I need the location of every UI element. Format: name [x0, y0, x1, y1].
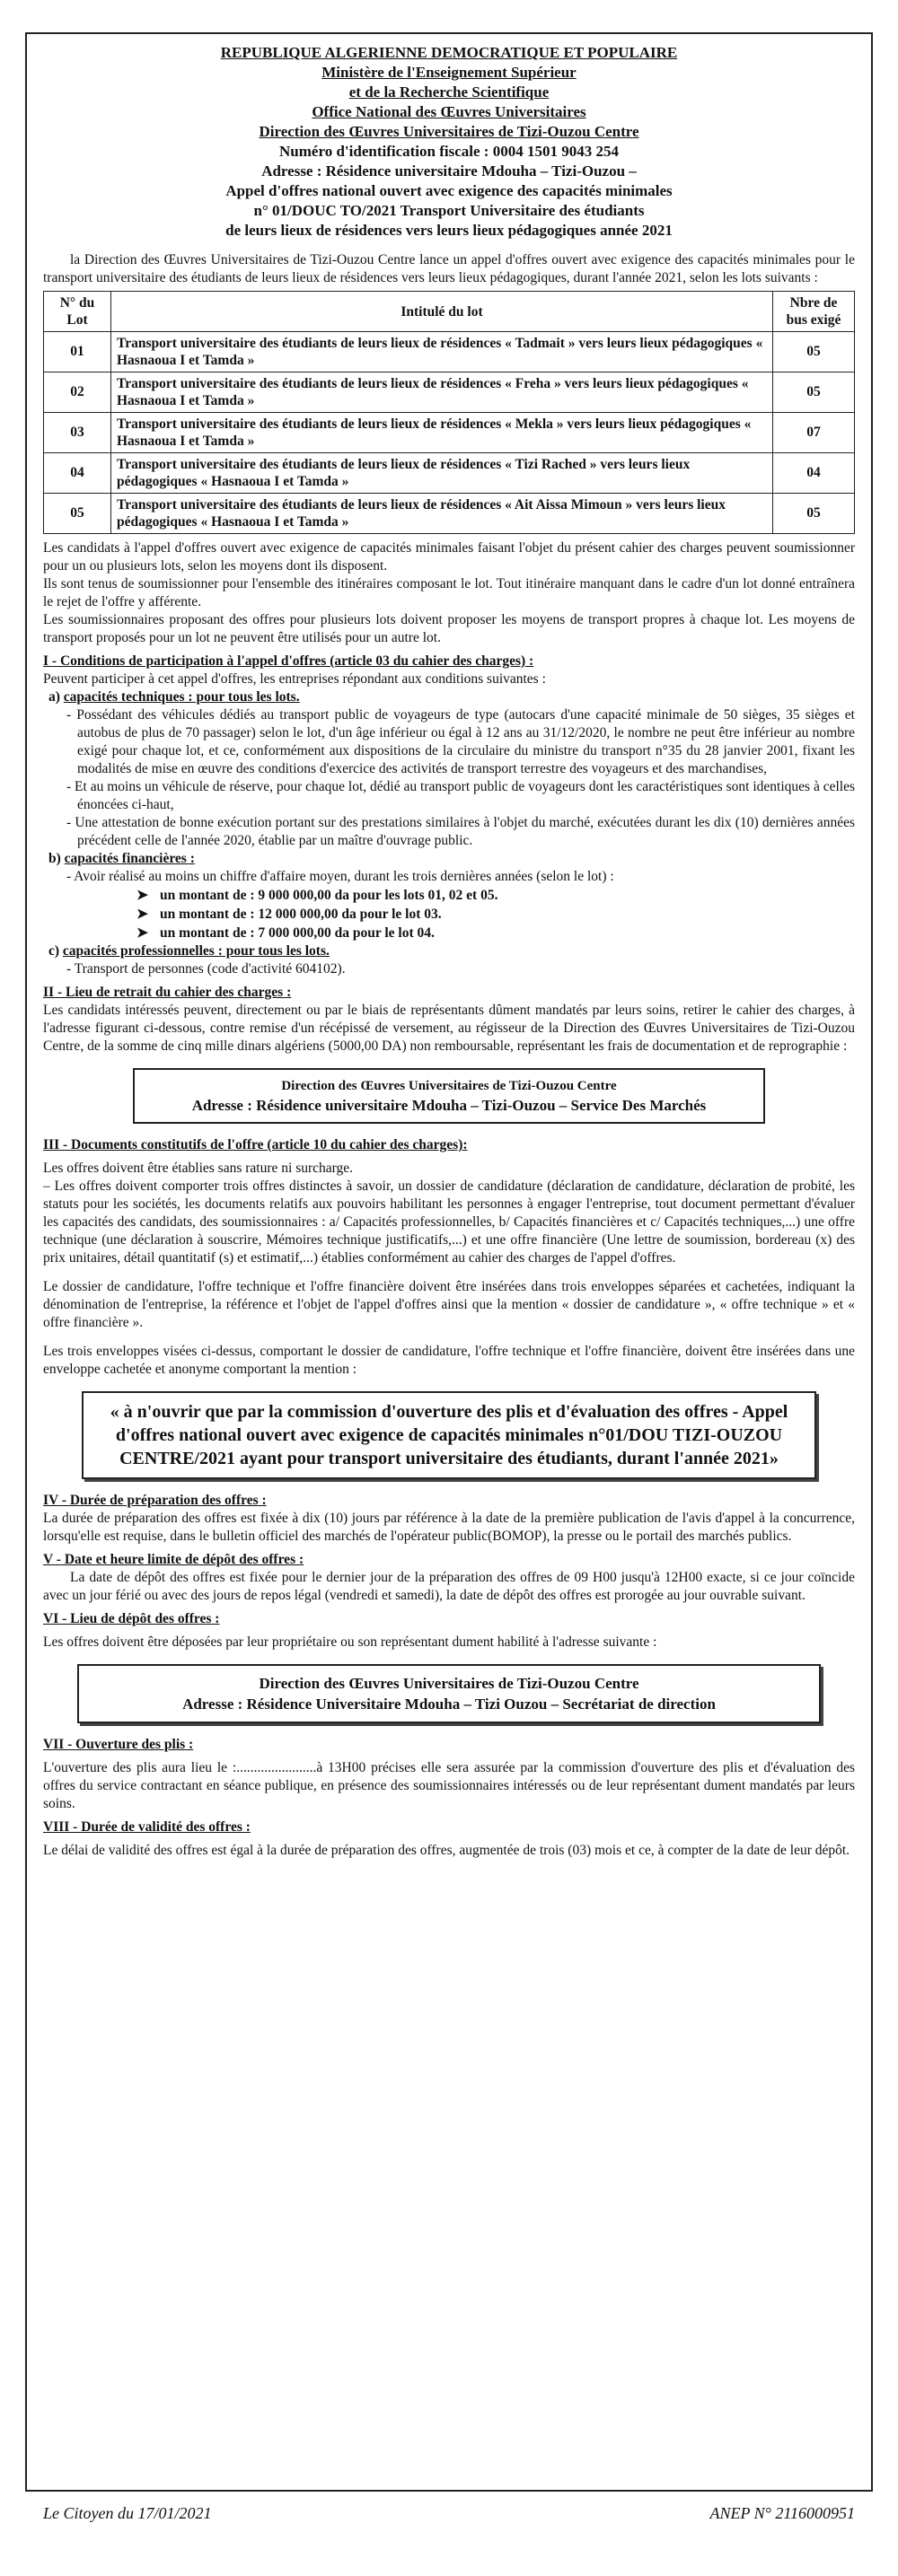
newspaper-ref: Le Citoyen du 17/01/2021: [43, 2504, 212, 2522]
section-3-p1: Les offres doivent être établies sans rature ni surcharge.: [43, 1161, 354, 1176]
lot-number: 03: [44, 413, 111, 453]
section-3-p3: Le dossier de candidature, l'offre technique et l'offre financière doivent être insérées dans trois enveloppes séparées et cachetées, indiquant la dénomination de l'entreprise, la référence et l'objet de l'appel d'offres ainsi que la mention « dossier de candidature », « offre technique » et « offre financière ».: [43, 1279, 855, 1330]
box-address: Adresse : Résidence Universitaire Mdouha – Tizi Ouzou – Secrétariat de direction: [182, 1695, 716, 1713]
section-4-text: La durée de préparation des offres est fixée à dix (10) jours par référence à la date de la première publication de l'avis d'appel à la concurrence, lorsqu'elle est requise, dans le bulletin officiel des marchés de l'opérateur public(BOMOP), la presse ou le portail des marchés publics.: [43, 1511, 855, 1544]
lot-title: Transport universitaire des étudiants de leurs lieux de résidences « Tadmait » vers leurs lieux pédagogiques « Hasnaoua I et Tamda »: [111, 332, 773, 372]
deposit-address-box: [77, 1664, 821, 1723]
section-5-text: La date de dépôt des offres est fixée pour le dernier jour de la préparation des offres de 09 H00 jusqu'à 12H00 exacte, si ce jour coïncide avec un jour férié ou avec des jours de repos légal (vendredi et samedi), la date de dépôt des offres est prorogée au jour ouvrable suivant.: [43, 1570, 855, 1603]
col-bus: Nbre de bus exigé: [773, 292, 855, 332]
section-3-p4: Les trois enveloppes visées ci-dessus, comportant le dossier de candidature, l'offre technique et l'offre financière, doivent être insérées dans une enveloppe cachetée et anonyme comportant la mention :: [43, 1344, 855, 1377]
list-item: - Une attestation de bonne exécution portant sur des prestations similaires à l'objet du marché, exécutées durant les dix (10) dernières années précédent celle de l'année 2020, établie par un maître d'ouvrage public.: [66, 815, 855, 848]
col-title: Intitulé du lot: [111, 292, 773, 332]
section-6-title: VI - Lieu de dépôt des offres :: [43, 1611, 220, 1626]
subsection-a-title: capacités techniques : pour tous les lots.: [63, 689, 300, 705]
arrow-bullet-icon: ➤: [136, 907, 148, 922]
section-1-title: I - Conditions de participation à l'appel d'offres (article 03 du cahier des charges) :: [43, 653, 534, 669]
lot-title: Transport universitaire des étudiants de leurs lieux de résidences « Freha » vers leurs lieux pédagogiques « Hasnaoua I et Tamda »: [111, 372, 773, 413]
notice-header: [43, 43, 855, 241]
section-7-text: L'ouverture des plis aura lieu le :.......................à 13H00 précises elle sera assurée par la commission d'ouverture des plis et d'évaluation des offres du service contractant en séance publique, en présence des soumissionnaires intéressés ou de leur représentant dument mandatés par leurs soins.: [43, 1760, 855, 1811]
fiscal-id: Numéro d'identification fiscale : 0004 1501 9043 254: [279, 143, 619, 160]
withdrawal-address-box: [133, 1068, 765, 1124]
section-3-title: III - Documents constitutifs de l'offre (article 10 du cahier des charges):: [43, 1137, 468, 1152]
amount-text: un montant de : 12 000 000,00 da pour le lot 03.: [160, 907, 442, 922]
section-8-text: Le délai de validité des offres est égal à la durée de préparation des offres, augmentée de trois (03) mois et ce, à compter de la date de leur dépôt.: [43, 1843, 850, 1858]
ministry-line-2: et de la Recherche Scientifique: [348, 83, 550, 101]
arrow-bullet-icon: ➤: [136, 888, 148, 903]
office-name: Office National des Œuvres Universitaires: [312, 103, 586, 120]
list-item: - Possédant des véhicules dédiés au transport public de voyageurs de type (autocars d'une capacité minimale de 50 sièges, 35 sièges et autobus de plus de 70 passager) selon le lot, d'un âge inférieur ou égal à 12 ans au 31/12/2020, le nombre ne peut être inférieur au nombre exigé pour chaque lot, et ce, conformément aux dispositions de la circulaire du ministre du transport n°35 du 28 janvier 2001, fixant les modalités de mise en œuvre des conditions d'exercice des activités de transport terrestre des voyageurs et des marchandises,: [66, 707, 855, 776]
intro-paragraph: la Direction des Œuvres Universitaires de Tizi-Ouzou Centre lance un appel d'offres ouvert avec exigence des capacités minimales pour le transport universitaire des étudiants de leurs lieux de résidences vers leurs lieux pédagogiques, durant l'année 2021, selon les lots suivants :: [43, 252, 855, 285]
box-direction: Direction des Œuvres Universitaires de Tizi-Ouzou Centre: [259, 1675, 639, 1692]
after-table-paragraph: Ils sont tenus de soumissionner pour l'ensemble des itinéraires composant le lot. Tout itinéraire manquant dans le cadre d'un lot donné entraînera le rejet de l'offre y afférente.: [43, 576, 855, 609]
subsection-a-label: a): [48, 689, 60, 705]
lot-title: Transport universitaire des étudiants de leurs lieux de résidences « Ait Aissa Mimoun » vers leurs lieux pédagogiques « Hasnaoua I et Tamda »: [111, 494, 773, 534]
arrow-bullet-icon: ➤: [136, 925, 148, 941]
list-item: - Avoir réalisé au moins un chiffre d'affaire moyen, durant les trois dernières années (selon le lot) :: [66, 869, 614, 884]
section-5-title: V - Date et heure limite de dépôt des offres :: [43, 1552, 304, 1567]
section-1-intro: Peuvent participer à cet appel d'offres, les entreprises répondant aux conditions suivantes :: [43, 671, 546, 687]
section-7-title: VII - Ouverture des plis :: [43, 1737, 194, 1752]
table-row: [44, 372, 855, 413]
after-table-paragraph: Les soumissionnaires proposant des offres pour plusieurs lots doivent proposer les moyens de transport propres à chaque lot. Les moyens de transport proposés pour un lot ne peuvent être utilisés pour un autre lot.: [43, 612, 855, 645]
lot-title: Transport universitaire des étudiants de leurs lieux de résidences « Tizi Rached » vers leurs lieux pédagogiques « Hasnaoua I et Tamda »: [111, 453, 773, 494]
lot-number: 04: [44, 453, 111, 494]
section-8-title: VIII - Durée de validité des offres :: [43, 1819, 251, 1835]
list-item: - Transport de personnes (code d'activité 604102).: [66, 961, 346, 977]
lot-bus-count: 05: [773, 372, 855, 413]
subsection-c-label: c): [48, 943, 60, 959]
table-row: [44, 494, 855, 534]
after-table-paragraph: Les candidats à l'appel d'offres ouvert avec exigence de capacités minimales faisant l'objet du présent cahier des charges peuvent soumissionner pour un ou plusieurs lots, selon les moyens dont ils disposent.: [43, 540, 855, 574]
section-6-text: Les offres doivent être déposées par leur propriétaire ou son représentant dument habilité à l'adresse suivante :: [43, 1634, 657, 1650]
lot-bus-count: 05: [773, 332, 855, 372]
lot-number: 01: [44, 332, 111, 372]
subsection-b-title: capacités financières :: [64, 851, 195, 866]
subsection-a: [48, 688, 855, 706]
lot-number: 05: [44, 494, 111, 534]
tender-notice: [25, 32, 873, 2492]
republic-title: REPUBLIQUE ALGERIENNE DEMOCRATIQUE ET POPULAIRE: [220, 44, 678, 61]
section-4-title: IV - Durée de préparation des offres :: [43, 1493, 267, 1508]
table-row: [44, 413, 855, 453]
subsection-b: [48, 850, 855, 868]
amount-line: [136, 886, 855, 905]
anep-number: ANEP N° 2116000951: [709, 2504, 855, 2522]
lot-number: 02: [44, 372, 111, 413]
tender-title-1: Appel d'offres national ouvert avec exigence des capacités minimales: [225, 182, 673, 199]
table-header-row: [44, 292, 855, 332]
col-lot: N° du Lot: [44, 292, 111, 332]
table-row: [44, 332, 855, 372]
lots-table: [43, 291, 855, 534]
tender-title-2: n° 01/DOUC TO/2021 Transport Universitaire des étudiants: [253, 202, 645, 219]
lot-bus-count: 04: [773, 453, 855, 494]
amount-line: [136, 924, 855, 942]
section-3-p2: – Les offres doivent comporter trois offres distinctes à savoir, un dossier de candidature (déclaration de candidature, déclaration de probité, les statuts pour les sociétés, les documents relatifs aux pouvoirs habilitant les personnes à engager l'entreprise, tout document permettant d'évaluer les capacités des candidats, des soumissionnaires : a/ Capacités professionnelles, b/ Capacités financières et c/ Capacités techniques,...) une offre technique (une déclaration à souscrire, Mémoires technique justificatifs,...) et une offre financière (Une lettre de soumission, bordereau (x) des prix unitaires, détail quantitatif (s) et estimatif,...) établies conformément au cahier des charges de l'appel d'offres.: [43, 1178, 855, 1266]
subsection-c: [48, 942, 855, 960]
table-row: [44, 453, 855, 494]
lot-title: Transport universitaire des étudiants de leurs lieux de résidences « Mekla » vers leurs lieux pédagogiques « Hasnaoua I et Tamda »: [111, 413, 773, 453]
section-2-title: II - Lieu de retrait du cahier des charges :: [43, 985, 292, 1000]
tender-title-3: de leurs lieux de résidences vers leurs lieux pédagogiques année 2021: [225, 222, 673, 239]
subsection-b-label: b): [48, 851, 61, 866]
envelope-mention-box: « à n'ouvrir que par la commission d'ouverture des plis et d'évaluation des offres - Appel d'offres national ouvert avec exigence de capacités minimales n°01/DOU TIZI-OUZOU CENTRE/2021 ayant pour transport universitaire des étudiants, durant l'année 2021»: [82, 1391, 816, 1479]
list-item: - Et au moins un véhicule de réserve, pour chaque lot, dédié au transport public de voyageurs dont les caractéristiques sont identiques à celles énoncées ci-haut,: [66, 779, 855, 812]
ministry-line: Ministère de l'Enseignement Supérieur: [321, 64, 577, 81]
lot-bus-count: 05: [773, 494, 855, 534]
subsection-c-title: capacités professionnelles : pour tous les lots.: [62, 943, 330, 959]
lot-bus-count: 07: [773, 413, 855, 453]
box-direction: Direction des Œuvres Universitaires de Tizi-Ouzou Centre: [281, 1079, 617, 1093]
direction-name: Direction des Œuvres Universitaires de Tizi-Ouzou Centre: [259, 123, 639, 140]
section-2-text: Les candidats intéressés peuvent, directement ou par le biais de représentants dûment mandatés par leurs soins, retirer le cahier des charges, à l'adresse figurant ci-dessous, contre remise d'un récépissé de versement, au régisseur de la Direction des Œuvres Universitaires de Tizi-Ouzou Centre, de la somme de cinq mille dinars algériens (5000,00 DA) non remboursable, représentant les frais de documentation et de reprographie :: [43, 1003, 855, 1054]
address-line: Adresse : Résidence universitaire Mdouha – Tizi-Ouzou –: [261, 162, 637, 180]
amount-text: un montant de : 9 000 000,00 da pour les lots 01, 02 et 05.: [160, 888, 498, 903]
amount-line: [136, 905, 855, 924]
amount-text: un montant de : 7 000 000,00 da pour le lot 04.: [160, 925, 435, 941]
box-address: Adresse : Résidence universitaire Mdouha – Tizi-Ouzou – Service Des Marchés: [191, 1097, 707, 1114]
